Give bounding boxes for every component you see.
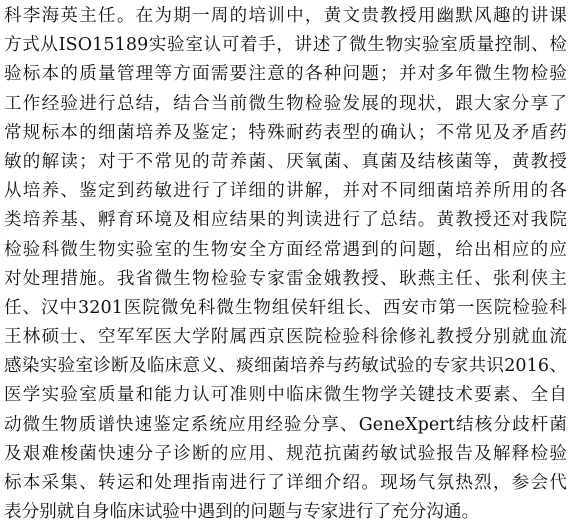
text-line: 王林硕士、空军军医大学附属西京医院检验科徐修礼教授分别就血流 [4,327,567,348]
text-line: 验标本的质量管理等方面需要注意的各种问题；并对多年微生物检验 [4,64,567,85]
text-line: 及艰难梭菌快速分子诊断的应用、规范抗菌药敏试验报告及解释检验 [4,443,567,464]
text-line: 常规标本的细菌培养及鉴定；特殊耐药表型的确认；不常见及矛盾药 [4,122,567,143]
text-line: 方式从ISO15189实验室认可着手，讲述了微生物实验室质量控制、检 [4,35,567,56]
text-line: 任、汉中3201医院微免科微生物组侯轩组长、西安市第一医院检验科 [4,297,567,318]
text-line: 表分别就自身临床试验中遇到的问题与专家进行了充分沟通。 [4,502,480,523]
text-line: 检验科微生物实验室的生物安全方面经常遇到的问题，给出相应的应 [4,239,567,260]
text-line: 从培养、鉴定到药敏进行了详细的讲解，并对不同细菌培养所用的各 [4,181,567,202]
text-line: 工作经验进行总结，结合当前微生物检验发展的现状，跟大家分享了 [4,93,567,114]
text-line: 敏的解读；对于不常见的苛养菌、厌氧菌、真菌及结核菌等，黄教授 [4,151,567,172]
text-line: 医学实验室质量和能力认可准则中临床微生物学关键技术要素、全自 [4,385,567,406]
text-line: 科李海英主任。在为期一周的培训中，黄文贵教授用幽默风趣的讲课 [4,6,567,26]
text-line: 动微生物质谱快速鉴定系统应用经验分享、GeneXpert结核分歧杆菌 [4,414,567,435]
text-line: 感染实验室诊断及临床意义、痰细菌培养与药敏试验的专家共识2016、 [4,356,567,377]
text-line: 类培养基、孵育环境及相应结果的判读进行了总结。黄教授还对我院 [4,210,567,231]
text-line: 标本采集、转运和处理指南进行了详细介绍。现场气氛热烈，参会代 [4,473,567,493]
text-line: 对处理措施。我省微生物检验专家雷金娥教授、耿燕主任、张利侠主 [4,268,567,289]
